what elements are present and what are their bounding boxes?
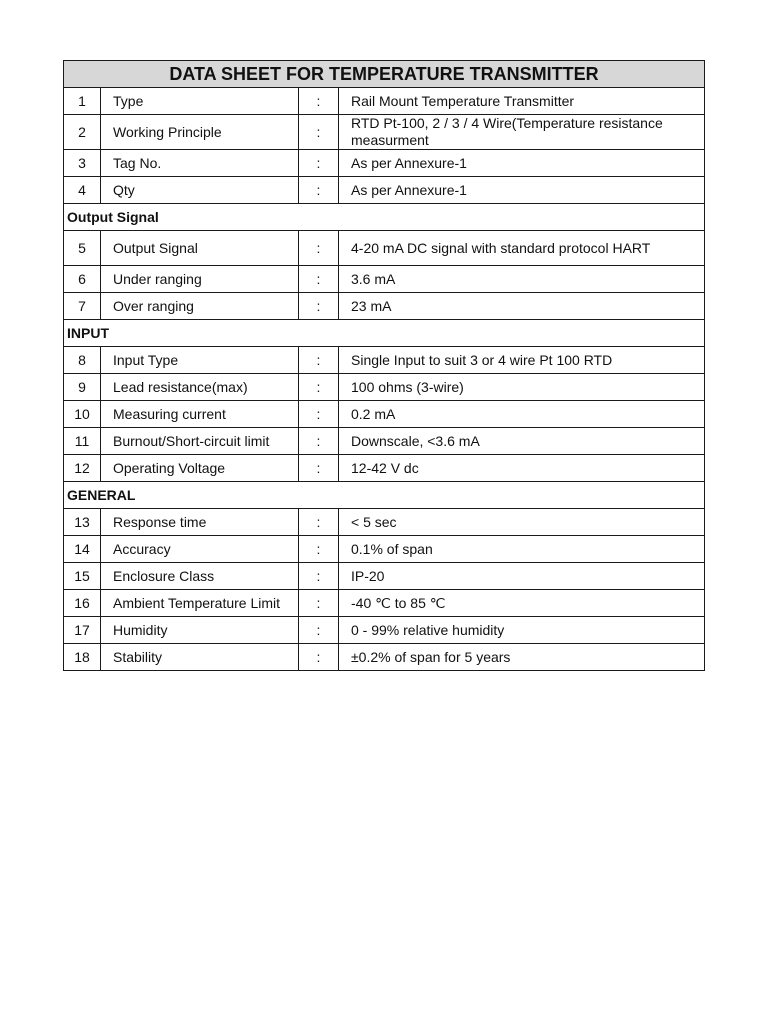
datasheet-table xyxy=(63,60,705,671)
parameter-cell: Operating Voltage xyxy=(101,455,299,482)
parameter-cell: Response time xyxy=(101,509,299,536)
row-number: 1 xyxy=(64,88,101,115)
separator-cell: : xyxy=(299,347,339,374)
value-cell: 0.1% of span xyxy=(339,536,705,563)
table-row xyxy=(64,88,705,115)
table-row xyxy=(64,231,705,266)
table-row xyxy=(64,115,705,150)
value-cell: -40 ℃ to 85 ℃ xyxy=(339,590,705,617)
parameter-cell: Qty xyxy=(101,177,299,204)
separator-cell: : xyxy=(299,115,339,150)
table-row xyxy=(64,509,705,536)
table-row xyxy=(64,177,705,204)
parameter-cell: Working Principle xyxy=(101,115,299,150)
row-number: 18 xyxy=(64,644,101,671)
section-heading: GENERAL xyxy=(64,482,705,509)
section-row xyxy=(64,320,705,347)
separator-cell: : xyxy=(299,88,339,115)
sheet-title: DATA SHEET FOR TEMPERATURE TRANSMITTER xyxy=(64,61,705,88)
parameter-cell: Tag No. xyxy=(101,150,299,177)
row-number: 12 xyxy=(64,455,101,482)
parameter-cell: Type xyxy=(101,88,299,115)
value-cell: RTD Pt-100, 2 / 3 / 4 Wire(Temperature resistance measurment xyxy=(339,115,705,150)
title-row xyxy=(64,61,705,88)
row-number: 17 xyxy=(64,617,101,644)
value-cell: IP-20 xyxy=(339,563,705,590)
parameter-cell: Measuring current xyxy=(101,401,299,428)
table-row xyxy=(64,428,705,455)
value-cell: Downscale, <3.6 mA xyxy=(339,428,705,455)
table-row xyxy=(64,293,705,320)
separator-cell: : xyxy=(299,401,339,428)
separator-cell: : xyxy=(299,590,339,617)
value-cell: 100 ohms (3-wire) xyxy=(339,374,705,401)
separator-cell: : xyxy=(299,177,339,204)
separator-cell: : xyxy=(299,150,339,177)
row-number: 13 xyxy=(64,509,101,536)
parameter-cell: Output Signal xyxy=(101,231,299,266)
row-number: 7 xyxy=(64,293,101,320)
row-number: 16 xyxy=(64,590,101,617)
value-cell: As per Annexure-1 xyxy=(339,150,705,177)
table-row xyxy=(64,536,705,563)
table-row xyxy=(64,266,705,293)
table-row xyxy=(64,150,705,177)
parameter-cell: Ambient Temperature Limit xyxy=(101,590,299,617)
separator-cell: : xyxy=(299,428,339,455)
parameter-cell: Accuracy xyxy=(101,536,299,563)
parameter-cell: Stability xyxy=(101,644,299,671)
table-row xyxy=(64,644,705,671)
separator-cell: : xyxy=(299,231,339,266)
parameter-cell: Enclosure Class xyxy=(101,563,299,590)
row-number: 11 xyxy=(64,428,101,455)
parameter-cell: Burnout/Short-circuit limit xyxy=(101,428,299,455)
value-cell: Single Input to suit 3 or 4 wire Pt 100 RTD xyxy=(339,347,705,374)
row-number: 10 xyxy=(64,401,101,428)
row-number: 8 xyxy=(64,347,101,374)
parameter-cell: Input Type xyxy=(101,347,299,374)
value-cell: ±0.2% of span for 5 years xyxy=(339,644,705,671)
value-cell: 4-20 mA DC signal with standard protocol HART xyxy=(339,231,705,266)
separator-cell: : xyxy=(299,617,339,644)
separator-cell: : xyxy=(299,455,339,482)
section-row xyxy=(64,482,705,509)
row-number: 14 xyxy=(64,536,101,563)
section-row xyxy=(64,204,705,231)
parameter-cell: Over ranging xyxy=(101,293,299,320)
value-cell: 0 - 99% relative humidity xyxy=(339,617,705,644)
table-row xyxy=(64,590,705,617)
row-number: 2 xyxy=(64,115,101,150)
separator-cell: : xyxy=(299,536,339,563)
separator-cell: : xyxy=(299,563,339,590)
separator-cell: : xyxy=(299,374,339,401)
section-heading: INPUT xyxy=(64,320,705,347)
value-cell: As per Annexure-1 xyxy=(339,177,705,204)
section-heading: Output Signal xyxy=(64,204,705,231)
row-number: 6 xyxy=(64,266,101,293)
table-row xyxy=(64,401,705,428)
separator-cell: : xyxy=(299,509,339,536)
separator-cell: : xyxy=(299,293,339,320)
table-row xyxy=(64,374,705,401)
table-row xyxy=(64,455,705,482)
row-number: 3 xyxy=(64,150,101,177)
parameter-cell: Humidity xyxy=(101,617,299,644)
row-number: 9 xyxy=(64,374,101,401)
parameter-cell: Under ranging xyxy=(101,266,299,293)
row-number: 15 xyxy=(64,563,101,590)
row-number: 5 xyxy=(64,231,101,266)
row-number: 4 xyxy=(64,177,101,204)
value-cell: Rail Mount Temperature Transmitter xyxy=(339,88,705,115)
separator-cell: : xyxy=(299,644,339,671)
table-row xyxy=(64,563,705,590)
value-cell: 23 mA xyxy=(339,293,705,320)
table-row xyxy=(64,347,705,374)
separator-cell: : xyxy=(299,266,339,293)
value-cell: 0.2 mA xyxy=(339,401,705,428)
value-cell: 12-42 V dc xyxy=(339,455,705,482)
value-cell: 3.6 mA xyxy=(339,266,705,293)
parameter-cell: Lead resistance(max) xyxy=(101,374,299,401)
table-row xyxy=(64,617,705,644)
value-cell: < 5 sec xyxy=(339,509,705,536)
